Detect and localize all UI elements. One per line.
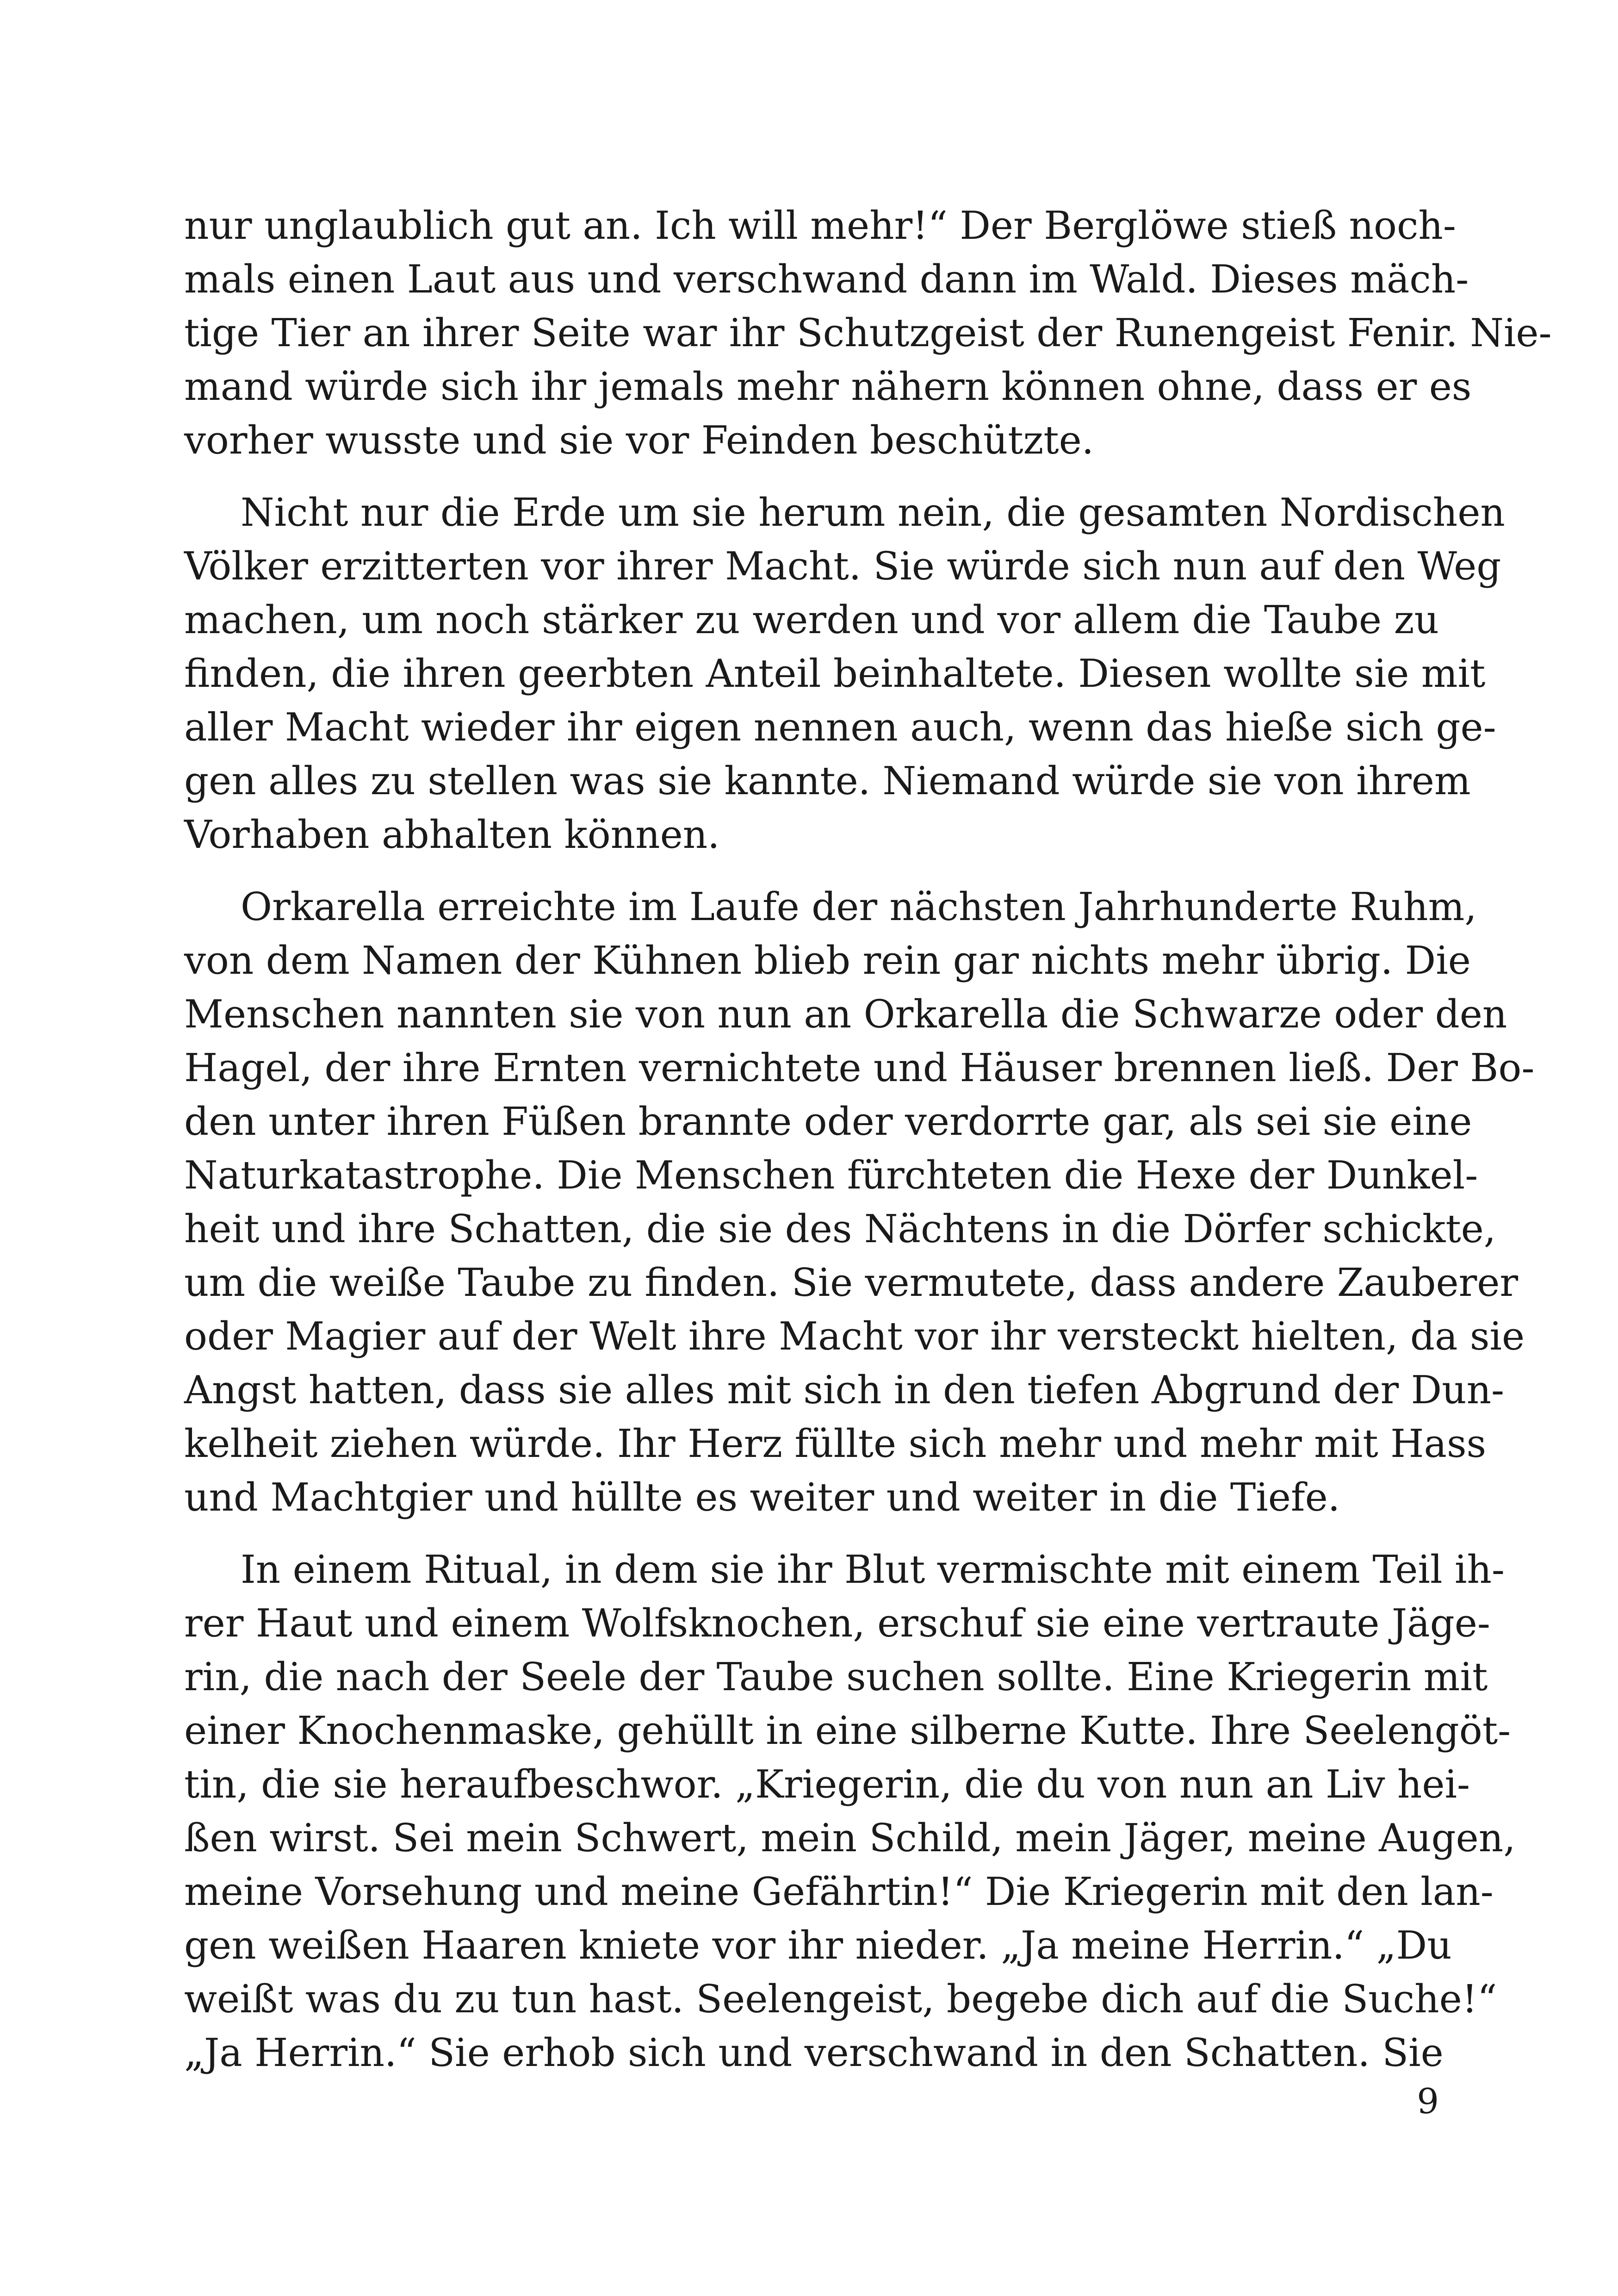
paragraph-3 (184, 880, 1535, 1524)
page-number: 9 (1417, 2081, 1439, 2122)
text-line: Völker erzitterten vor ihrer Macht. Sie würde sich nun auf den Weg (184, 544, 1501, 589)
text-line: machen, um noch stärker zu werden und vor allem die Taube zu (184, 597, 1439, 642)
text-line: nur unglaublich gut an. Ich will mehr!“ Der Berglöwe stieß noch- (184, 203, 1456, 248)
text-line: einer Knochenmaske, gehüllt in eine silberne Kutte. Ihre Seelengöt- (184, 1708, 1511, 1753)
paragraph-4 (184, 1543, 1516, 2080)
text-line: Hagel, der ihre Ernten vernichtete und Häuser brennen ließ. Der Bo- (184, 1045, 1535, 1090)
text-line: tige Tier an ihrer Seite war ihr Schutzgeist der Runengeist Fenir. Nie- (184, 311, 1552, 355)
text-line: rin, die nach der Seele der Taube suchen sollte. Eine Kriegerin mit (184, 1655, 1488, 1699)
text-line: gen alles zu stellen was sie kannte. Niemand würde sie von ihrem (184, 759, 1471, 803)
text-line: ßen wirst. Sei mein Schwert, mein Schild, mein Jäger, meine Augen, (184, 1816, 1516, 1860)
text-line: Orkarella erreichte im Laufe der nächsten Jahrhunderte Ruhm, (241, 884, 1477, 929)
text-line: Menschen nannten sie von nun an Orkarella die Schwarze oder den (184, 992, 1507, 1037)
text-line: Angst hatten, dass sie alles mit sich in den tiefen Abgrund der Dun- (184, 1368, 1505, 1412)
text-line: weißt was du zu tun hast. Seelengeist, begebe dich auf die Suche!“ (184, 1977, 1497, 2022)
paragraph-1 (184, 199, 1552, 467)
text-line: Nicht nur die Erde um sie herum nein, die gesamten Nordischen (241, 490, 1505, 535)
body-text (184, 199, 1552, 2098)
text-line: finden, die ihren geerbten Anteil beinhaltete. Diesen wollte sie mit (184, 651, 1486, 696)
text-line: und Machtgier und hüllte es weiter und weiter in die Tiefe. (184, 1475, 1340, 1520)
text-line: Naturkatastrophe. Die Menschen fürchteten die Hexe der Dunkel- (184, 1153, 1478, 1198)
text-line: Vorhaben abhalten können. (184, 812, 720, 857)
text-line: tin, die sie heraufbeschwor. „Kriegerin, die du von nun an Liv hei- (184, 1762, 1470, 1807)
text-line: vorher wusste und sie vor Feinden beschützte. (184, 418, 1094, 463)
paragraph-2 (184, 486, 1505, 862)
text-line: rer Haut und einem Wolfsknochen, erschuf sie eine vertraute Jäge- (184, 1601, 1490, 1646)
text-line: In einem Ritual, in dem sie ihr Blut vermischte mit einem Teil ih- (241, 1547, 1505, 1592)
text-line: heit und ihre Schatten, die sie des Nächtens in die Dörfer schickte, (184, 1207, 1496, 1251)
text-line: mand würde sich ihr jemals mehr nähern können ohne, dass er es (184, 364, 1472, 409)
text-line: von dem Namen der Kühnen blieb rein gar nichts mehr übrig. Die (184, 938, 1471, 983)
text-line: aller Macht wieder ihr eigen nennen auch, wenn das hieße sich ge- (184, 705, 1496, 750)
text-line: „Ja Herrin.“ Sie erhob sich und verschwand in den Schatten. Sie (184, 2030, 1444, 2075)
text-line: mals einen Laut aus und verschwand dann im Wald. Dieses mäch- (184, 257, 1469, 302)
text-line: meine Vorsehung und meine Gefährtin!“ Die Kriegerin mit den lan- (184, 1869, 1494, 1914)
text-line: gen weißen Haaren kniete vor ihr nieder. „Ja meine Herrin.“ „Du (184, 1923, 1452, 1968)
text-line: den unter ihren Füßen brannte oder verdorrte gar, als sei sie eine (184, 1099, 1472, 1144)
text-line: kelheit ziehen würde. Ihr Herz füllte sich mehr und mehr mit Hass (184, 1421, 1487, 1466)
text-line: oder Magier auf der Welt ihre Macht vor ihr versteckt hielten, da sie (184, 1314, 1525, 1359)
text-line: um die weiße Taube zu finden. Sie vermutete, dass andere Zauberer (184, 1260, 1519, 1305)
